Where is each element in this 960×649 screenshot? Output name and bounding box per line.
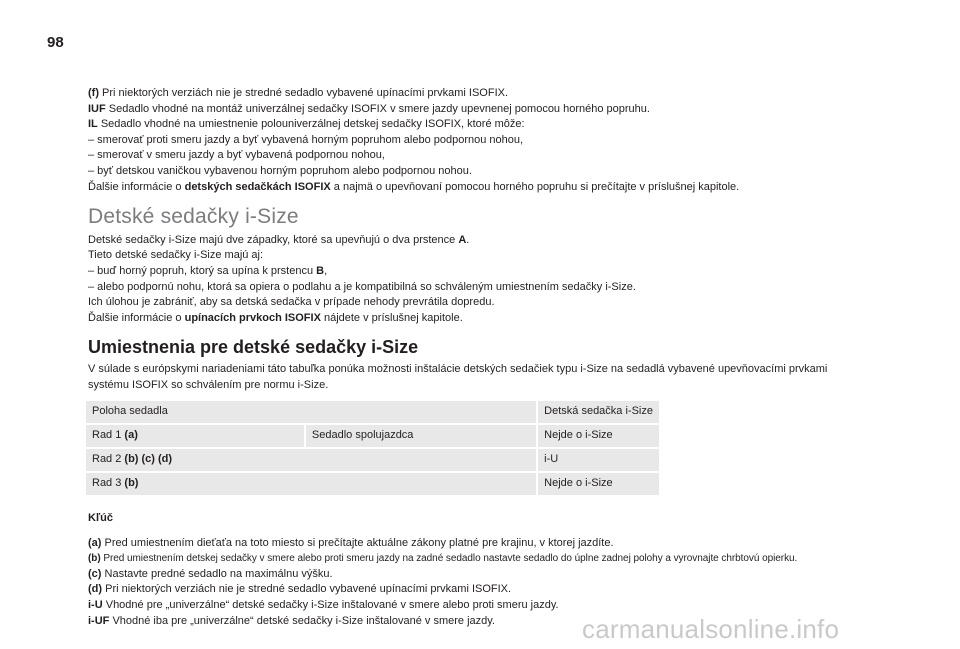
row-label: Rad 3 (b)	[86, 473, 538, 497]
isize-table	[86, 401, 661, 497]
table-header-position: Poloha sedadla	[86, 401, 538, 425]
note-il-dash-2: – smerovať v smeru jazdy a byť vybavená podpornou nohou,	[88, 149, 385, 162]
isize-dash-2: – alebo podpornú nohu, ktorá sa opiera o podlahu a je kompatibilná so schváleným umiestnením sedačky i-Size.	[88, 280, 636, 293]
page-content	[88, 86, 898, 629]
row-label: Rad 2 (b) (c) (d)	[86, 449, 538, 473]
isize-paragraph-3: Ich úlohou je zabrániť, aby sa detská sedačka v prípade nehody prevrátila dopredu.	[88, 296, 495, 309]
isize-paragraph-1: Detské sedačky i-Size majú dve západky, ktoré sa upevňujú o dva prstence A.	[88, 233, 470, 246]
note-il: IL Sedadlo vhodné na umiestnenie polouniverzálnej detskej sedačky ISOFIX, ktoré môže:	[88, 118, 525, 131]
note-il-dash-3: – byť detskou vaničkou vybavenou horným popruhom alebo podpornou nohou.	[88, 164, 472, 177]
watermark-logo: carmanualsonline.info	[582, 614, 840, 644]
row-seat: Sedadlo spolujazdca	[306, 425, 538, 449]
row-label: Rad 1 (a)	[86, 425, 306, 449]
table-header-row	[86, 401, 661, 425]
section-title-isize: Detské sedačky i-Size	[88, 205, 299, 229]
key-d: (d) Pri niektorých verziách nie je stredné sedadlo vybavené upínacími prvkami ISOFIX.	[88, 583, 512, 596]
note-iuf: IUF Sedadlo vhodné na montáž univerzálnej sedačky ISOFIX v smere jazdy upevnenej pomocou horného popruhu.	[88, 102, 650, 115]
page-number: 98	[47, 34, 64, 51]
placements-paragraph-2: systému ISOFIX so schválením pre normu i-Size.	[88, 378, 329, 391]
key-iu: i-U Vhodné pre „univerzálne“ detské sedačky i-Size inštalované v smere alebo proti smeru jazdy.	[88, 599, 559, 612]
isize-more-info: Ďalšie informácie o upínacích prvkoch ISOFIX nájdete v príslušnej kapitole.	[88, 311, 463, 324]
isize-paragraph-2: Tieto detské sedačky i-Size majú aj:	[88, 249, 264, 262]
note-il-dash-1: – smerovať proti smeru jazdy a byť vybavená horným popruhom alebo podpornou nohou,	[88, 133, 524, 146]
table-row	[86, 449, 661, 473]
key-iuf: i-UF Vhodné iba pre „univerzálne“ detské sedačky i-Size inštalované v smere jazdy.	[88, 614, 495, 627]
key-b: (b) Pred umiestnením detskej sedačky v smere alebo proti smeru jazdy na zadné sedadlo nastavte sedadlo do úplne zadnej polohy a vyrovnajte chrbtovú opierku.	[88, 553, 798, 565]
row-value: Nejde o i-Size	[538, 473, 661, 497]
table-row	[86, 473, 661, 497]
placements-paragraph-1: V súlade s európskymi nariadeniami táto tabuľka ponúka možnosti inštalácie detských sedačiek typu i-Size na sedadlá vybavené upevňovacími prvkami	[88, 362, 828, 375]
more-info-isofix: Ďalšie informácie o detských sedačkách ISOFIX a najmä o upevňovaní pomocou horného popruhu si prečítajte v príslušnej kapitole.	[88, 180, 740, 193]
isize-dash-1: – buď horný popruh, ktorý sa upína k prstencu B,	[88, 264, 328, 277]
note-f: (f) Pri niektorých verziách nie je stredné sedadlo vybavené upínacími prvkami ISOFIX.	[88, 87, 509, 99]
table-header-isize: Detská sedačka i-Size	[538, 401, 661, 425]
key-a: (a) Pred umiestnením dieťaťa na toto miesto si prečítajte aktuálne zákony platné pre krajinu, v ktorej jazdíte.	[88, 536, 614, 549]
key-title: Kľúč	[88, 512, 114, 525]
table-row	[86, 425, 661, 449]
row-value: i-U	[538, 449, 661, 473]
section-title-placements: Umiestnenia pre detské sedačky i-Size	[88, 337, 419, 358]
key-c: (c) Nastavte predné sedadlo na maximálnu výšku.	[88, 567, 333, 580]
row-value: Nejde o i-Size	[538, 425, 661, 449]
